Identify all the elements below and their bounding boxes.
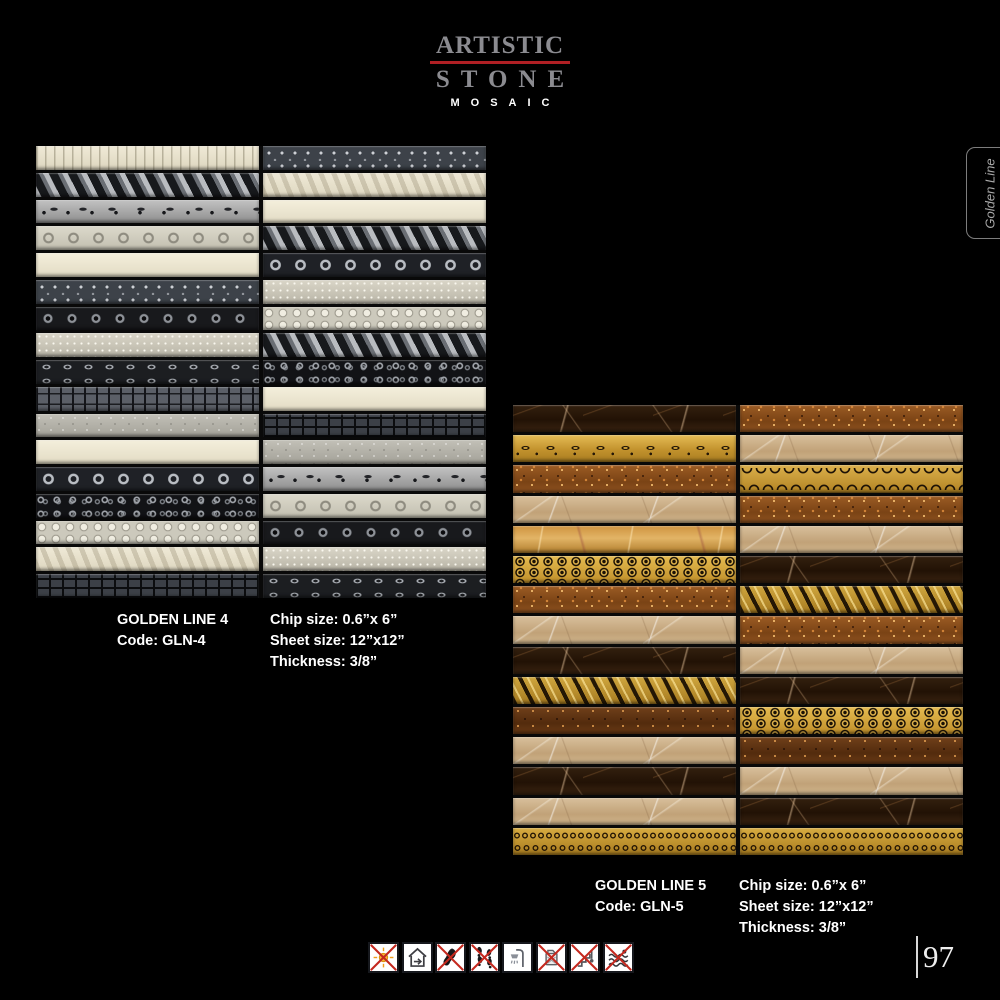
- product-label-gln-5: [595, 876, 706, 918]
- spec-thickness: Thickness: 3/8”: [270, 654, 378, 670]
- mosaic-column-1: [36, 146, 259, 598]
- shower-safe-icon: [502, 942, 533, 973]
- product-specs-gln-4: [270, 610, 405, 673]
- mosaic-strip-quatrefoil-light: [36, 226, 259, 250]
- mosaic-strip-dots-light: [36, 333, 259, 357]
- spec-sheet-size: Sheet size: 12”x12”: [739, 899, 874, 915]
- mosaic-column-1: [513, 405, 736, 855]
- mosaic-strip-greek-gray: [36, 387, 259, 411]
- mosaic-strip-gold-waves: [740, 465, 963, 492]
- brand-name-bottom: STONE: [435, 66, 576, 93]
- mosaic-strip-emperador-dark: [740, 677, 963, 704]
- mosaic-strip-greek-dark: [36, 574, 259, 598]
- no-direct-sunlight-icon: [368, 942, 399, 973]
- mosaic-strip-rope-light: [36, 547, 259, 571]
- mosaic-strip-greek-dark: [263, 414, 486, 438]
- mosaic-strip-greek-light: [36, 146, 259, 170]
- mosaic-strip-dots-light: [263, 280, 486, 304]
- spec-chip-size: Chip size: 0.6”x 6”: [739, 878, 867, 894]
- mosaic-strip-amber-marble: [513, 526, 736, 553]
- mosaic-strip-copper: [740, 496, 963, 523]
- mosaic-strip-plain-cream: [36, 253, 259, 277]
- mosaic-strip-quatrefoil-light: [263, 494, 486, 518]
- mosaic-strip-beige-marble: [513, 496, 736, 523]
- mosaic-strip-floral-dark: [263, 146, 486, 170]
- spec-chip-size: Chip size: 0.6”x 6”: [270, 612, 398, 628]
- product-code: Code: GLN-5: [595, 899, 684, 915]
- product-specs-gln-5: [739, 876, 874, 939]
- brand-subtitle: MOSAIC: [450, 97, 561, 109]
- mosaic-column-2: [740, 405, 963, 855]
- mosaic-strip-plain-cream: [263, 387, 486, 411]
- mosaic-strip-gold-rings: [740, 828, 963, 855]
- indoor-use-icon: [402, 942, 433, 973]
- mosaic-strip-beige-marble: [513, 737, 736, 764]
- mosaic-strip-medallion-dark: [36, 307, 259, 331]
- mosaic-strip-emperador-dark: [513, 647, 736, 674]
- mosaic-strip-gold-rope: [740, 586, 963, 613]
- mosaic-strip-copper: [740, 405, 963, 432]
- mosaic-strip-floral-dark: [36, 280, 259, 304]
- mosaic-strip-plain-cream: [36, 440, 259, 464]
- mosaic-strip-gold-klimt: [740, 707, 963, 734]
- brand-name-top: ARTISTIC: [436, 32, 564, 59]
- mosaic-strip-beige-marble: [513, 798, 736, 825]
- mosaic-strip-gold-scroll: [513, 435, 736, 462]
- mosaic-strip-pebbles-light: [263, 307, 486, 331]
- brand-logo: [430, 32, 576, 109]
- mosaic-strip-dots-light: [263, 547, 486, 571]
- mosaic-strip-rope-light: [263, 173, 486, 197]
- mosaic-strip-medallion-dark: [263, 521, 486, 545]
- mosaic-strip-beige-marble: [740, 767, 963, 794]
- logo-divider: [430, 61, 570, 64]
- mosaic-strip-sparkle-silver: [263, 440, 486, 464]
- mosaic-column-2: [263, 146, 486, 598]
- mosaic-strip-scroll-dark: [36, 360, 259, 384]
- mosaic-strip-rope-dark: [263, 226, 486, 250]
- mosaic-strip-pebbles-light: [36, 521, 259, 545]
- product-name: GOLDEN LINE 5: [595, 878, 707, 894]
- mosaic-strip-scroll-dark: [263, 574, 486, 598]
- product-photo-gln-4: [36, 146, 486, 598]
- mosaic-strip-sparkle-silver: [36, 414, 259, 438]
- no-floor-heating-icon: [569, 942, 600, 973]
- mosaic-strip-emperador-dark: [740, 798, 963, 825]
- product-code: Code: GLN-4: [117, 633, 206, 649]
- mosaic-strip-emperador-dark: [740, 556, 963, 583]
- spec-thickness: Thickness: 3/8”: [739, 920, 847, 936]
- mosaic-strip-copper: [513, 465, 736, 492]
- page-number-rule: [916, 936, 918, 978]
- product-name: GOLDEN LINE 4: [117, 612, 229, 628]
- page-number-value: 97: [923, 939, 954, 974]
- mosaic-strip-rope-dark: [263, 333, 486, 357]
- mosaic-strip-gold-rings: [513, 828, 736, 855]
- page-number: [916, 936, 954, 978]
- mosaic-strip-gold-klimt: [513, 556, 736, 583]
- mosaic-strip-emperador-dark: [513, 405, 736, 432]
- mosaic-strip-beige-marble: [513, 616, 736, 643]
- usage-icons-row: [368, 942, 634, 973]
- spec-sheet-size: Sheet size: 12”x12”: [270, 633, 405, 649]
- mosaic-strip-rope-dark: [36, 173, 259, 197]
- mosaic-strip-copper-dark: [513, 707, 736, 734]
- mosaic-strip-bubbles-dark: [263, 360, 486, 384]
- mosaic-strip-copper: [740, 616, 963, 643]
- product-photo-gln-5: [513, 405, 963, 855]
- no-pool-immersion-icon: [603, 942, 634, 973]
- mosaic-strip-scroll-silver: [36, 200, 259, 224]
- mosaic-strip-gold-rope: [513, 677, 736, 704]
- series-tab-golden-line: [966, 147, 1000, 239]
- mosaic-strip-plain-cream: [263, 200, 486, 224]
- mosaic-strip-copper: [513, 586, 736, 613]
- mosaic-strip-beige-marble: [740, 647, 963, 674]
- no-floor-use-icon: [435, 942, 466, 973]
- series-tab-label: Golden Line: [982, 157, 998, 229]
- product-label-gln-4: [117, 610, 228, 652]
- mosaic-strip-beige-marble: [740, 435, 963, 462]
- no-chemicals-icon: [536, 942, 567, 973]
- mosaic-strip-beige-marble: [740, 526, 963, 553]
- mosaic-strip-bubbles-dark: [36, 494, 259, 518]
- mosaic-strip-scroll-silver: [263, 467, 486, 491]
- mosaic-strip-emperador-dark: [513, 767, 736, 794]
- mosaic-strip-copper-dark: [740, 737, 963, 764]
- mosaic-strip-quatrefoil-dark: [36, 467, 259, 491]
- mosaic-strip-quatrefoil-dark: [263, 253, 486, 277]
- no-foot-traffic-icon: [469, 942, 500, 973]
